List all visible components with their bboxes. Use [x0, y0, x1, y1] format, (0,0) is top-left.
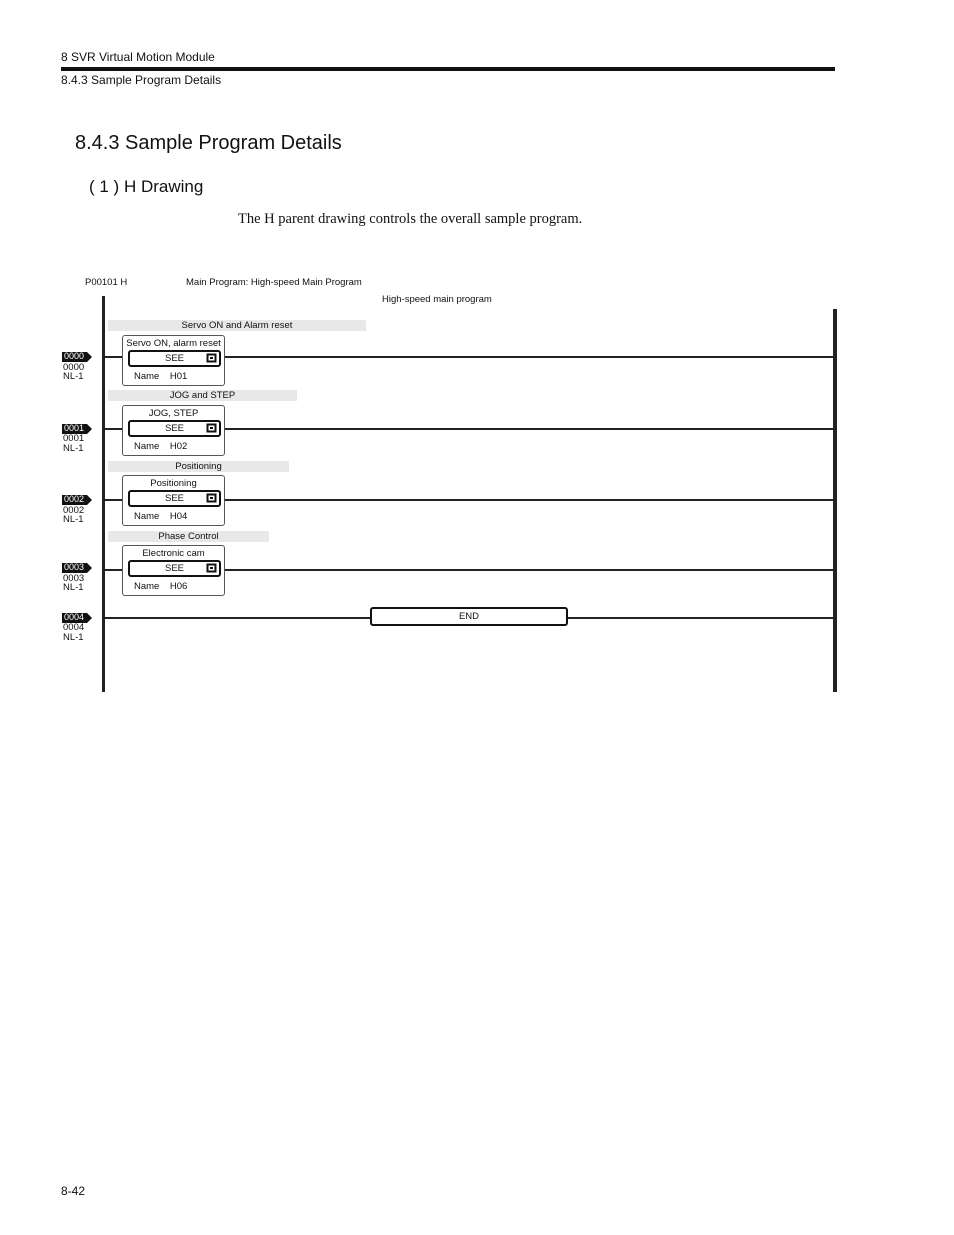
function-block[interactable] — [122, 405, 225, 456]
page-number: 8-42 — [61, 1184, 86, 1198]
see-label: SEE — [164, 563, 184, 574]
nest-level: NL-1 — [63, 514, 84, 525]
section-title: 8.4.3 Sample Program Details — [75, 132, 342, 154]
step-number: 0004 — [63, 622, 85, 633]
block-name: Name H06 — [134, 581, 188, 592]
step-number: 0003 — [63, 573, 85, 584]
see-label: SEE — [164, 353, 184, 364]
step-tag-label: 0000 — [64, 351, 85, 361]
drawing-link-icon — [206, 563, 217, 573]
function-block[interactable] — [122, 335, 225, 386]
rung-comment: Phase Control — [108, 531, 269, 542]
intro-paragraph: The H parent drawing controls the overall sample program. — [238, 211, 583, 227]
rung-comment: Servo ON and Alarm reset — [108, 320, 366, 331]
nest-level: NL-1 — [63, 632, 84, 643]
nest-level: NL-1 — [63, 443, 84, 454]
step-number: 0002 — [63, 505, 85, 516]
nest-level: NL-1 — [63, 582, 84, 593]
see-instruction[interactable] — [128, 490, 221, 507]
running-header-chapter: 8 SVR Virtual Motion Module — [61, 50, 215, 64]
program-description: High-speed main program — [382, 294, 492, 305]
end-instruction[interactable]: END — [370, 607, 568, 626]
step-number: 0000 — [63, 362, 85, 373]
step-tag-label: 0002 — [64, 494, 85, 504]
block-name: Name H04 — [134, 511, 188, 522]
see-label: SEE — [164, 423, 184, 434]
block-title: Servo ON, alarm reset — [126, 338, 221, 349]
see-instruction[interactable] — [128, 420, 221, 437]
header-rule — [61, 67, 835, 71]
block-title: JOG, STEP — [148, 408, 199, 419]
step-number: 0001 — [63, 433, 85, 444]
step-tag-label: 0003 — [64, 562, 85, 572]
rung-comment: Positioning — [108, 461, 289, 472]
see-label: SEE — [164, 493, 184, 504]
block-name: Name H01 — [134, 371, 188, 382]
subsection-title: ( 1 ) H Drawing — [89, 177, 204, 196]
program-id: P00101 H — [85, 277, 128, 288]
rung-comment: JOG and STEP — [108, 390, 297, 401]
nest-level: NL-1 — [63, 371, 84, 382]
see-instruction[interactable] — [128, 560, 221, 577]
block-name: Name H02 — [134, 441, 188, 452]
step-tag-label: 0001 — [64, 423, 85, 433]
function-block[interactable] — [122, 475, 225, 526]
function-block[interactable] — [122, 545, 225, 596]
block-title: Electronic cam — [142, 548, 205, 559]
see-instruction[interactable] — [128, 350, 221, 367]
step-tag-label: 0004 — [64, 612, 85, 622]
drawing-link-icon — [206, 493, 217, 503]
running-header-section: 8.4.3 Sample Program Details — [61, 73, 222, 87]
drawing-link-icon — [206, 353, 217, 363]
block-title: Positioning — [150, 478, 197, 489]
drawing-link-icon — [206, 423, 217, 433]
program-type: Main Program: High-speed Main Program — [186, 277, 362, 288]
